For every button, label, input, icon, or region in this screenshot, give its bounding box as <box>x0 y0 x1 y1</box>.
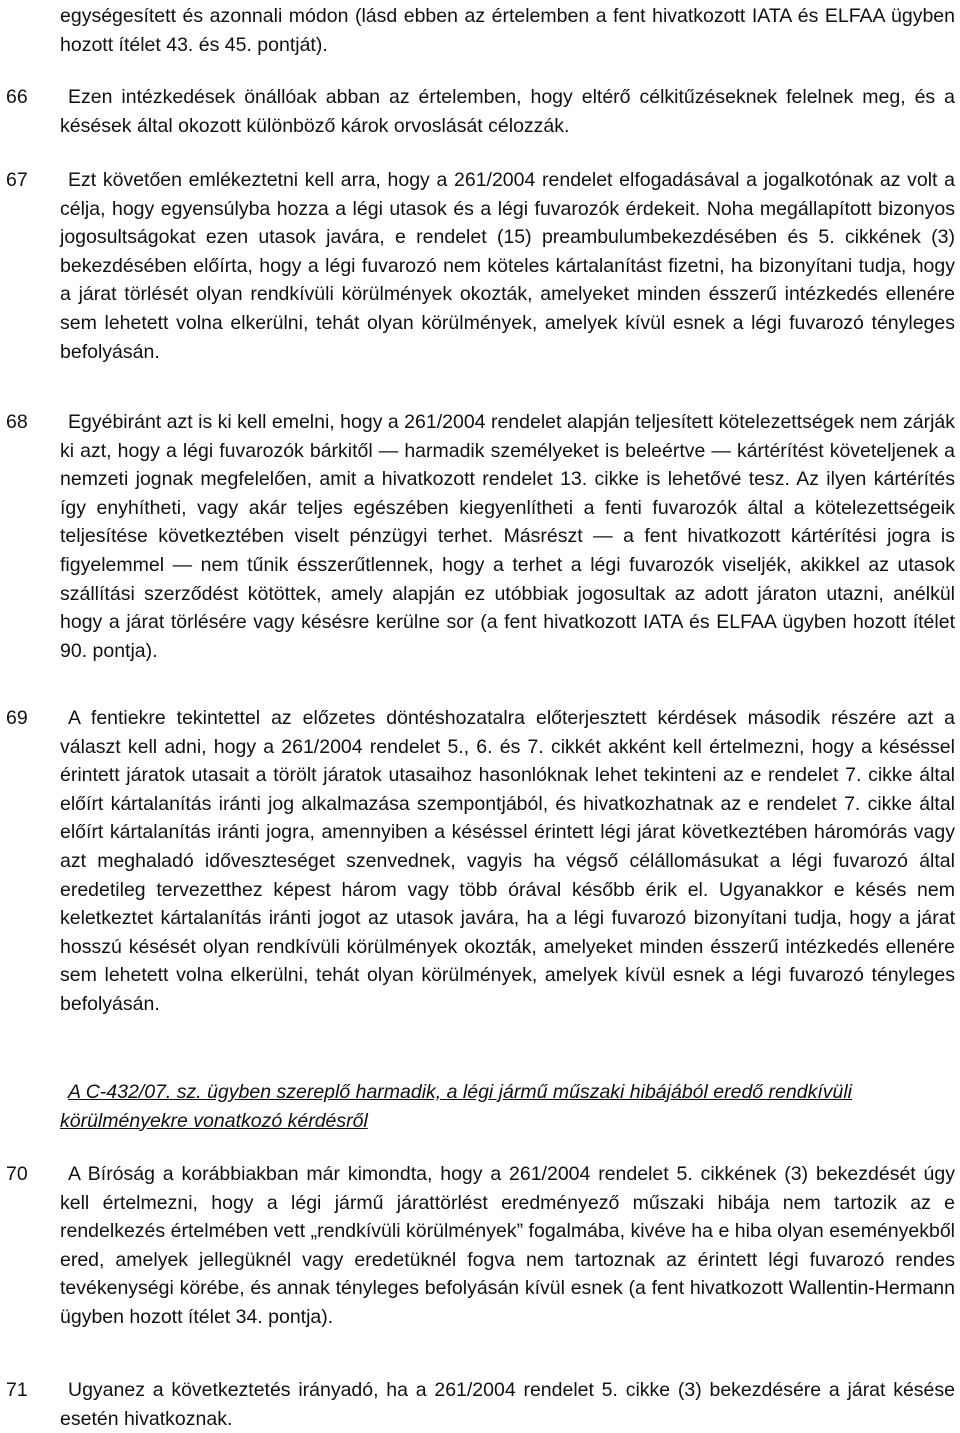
paragraph-68 <box>60 408 955 665</box>
section-heading <box>60 1078 955 1135</box>
paragraph-71-text: Ugyanez a következtetés irányadó, ha a 261/2004 rendelet 5. cikke (3) bekezdésére a járat késése esetén hivatkoznak. <box>60 1379 955 1430</box>
paragraph-67 <box>60 166 955 366</box>
paragraph-68-text: Egyébiránt azt is ki kell emelni, hogy a 261/2004 rendelet alapján teljesített kötelezettségek nem zárják ki azt, hogy a légi fuvarozók bárkitől — harmadik személyeket is beleértve — kártérítést követeljenek a nemzeti jognak megfelelően, amit a hivatkozott rendelet 13. cikke is lehetővé tesz. Az ilyen kártérítés így enyhítheti, vagy akár teljes egészében kiegyenlítheti a fenti fuvarozók által a kötelezettségeik teljesítése következtében viselt pénzügyi terhet. Másrészt — a fent hivatkozott kártérítési jogra is figyelemmel — nem tűnik ésszerűtlennek, hogy a terhet a légi fuvarozók viseljék, akikkel az utasok szállítási szerződést kötöttek, amely alapján ez utóbbiak jogosultak az adott járaton utazni, anélkül hogy a járat törlésére vagy késésre kerülne sor (a fent hivatkozott IATA és ELFAA ügyben hozott ítélet 90. pontja). <box>60 411 955 662</box>
paragraph-66-text: Ezen intézkedések önállóak abban az értelemben, hogy eltérő célkitűzéseknek felelnek meg, és a késések által okozott különböző károk orvoslását célozzák. <box>60 86 955 137</box>
continuation-text: egységesített és azonnali módon (lásd ebben az értelemben a fent hivatkozott IATA és ELFAA ügyben hozott ítélet 43. és 45. pontját). <box>60 5 955 56</box>
paragraph-number-69: 69 <box>6 707 28 729</box>
paragraph-67-text: Ezt követően emlékeztetni kell arra, hogy a 261/2004 rendelet elfogadásával a jogalkotónak az volt a célja, hogy egyensúlyba hozza a légi utasok és a légi fuvarozók érdekeit. Noha megállapított bizonyos jogosultságokat ezen utasok javára, e rendelet (15) preambulumbekezdésében és 5. cikkének (3) bekezdésében előírta, hogy a légi fuvarozó nem köteles kártalanítást fizetni, ha bizonyítani tudja, hogy a járat törlését olyan rendkívüli körülmények okozták, amelyeket minden ésszerű intézkedés ellenére sem lehetett volna elkerülni, tehát olyan körülmények, amelyek kívül esnek a légi fuvarozó tényleges befolyásán. <box>60 169 955 363</box>
paragraph-69-text: A fentiekre tekintettel az előzetes döntéshozatalra előterjesztett kérdések második részére azt a választ kell adni, hogy a 261/2004 rendelet 5., 6. és 7. cikkét akként kell értelmezni, hogy a késéssel érintett járatok utasait a törölt járatok utasaihoz hasonlóknak lehet tekinteni az e rendelet 7. cikke által előírt kártalanítás iránti jog alkalmazása szempontjából, és hivatkozhatnak az e rendelet 7. cikke által előírt kártalanítás iránti jogra, amennyiben a késéssel érintett légi járat következtében háromórás vagy azt meghaladó időveszteséget szenvednek, vagyis ha végső célállomásukat a légi fuvarozó által eredetileg tervezetthez képest három vagy több órával később érik el. Ugyanakkor e késés nem keletkeztet kártalanítás iránti jogot az utasok javára, ha a légi fuvarozó bizonyítani tudja, hogy a járat hosszú késését olyan rendkívüli körülmények okozták, amelyeket minden ésszerű intézkedés ellenére sem lehetett volna elkerülni, tehát olyan körülmények, amelyek kívül esnek a légi fuvarozó tényleges befolyásán. <box>60 707 955 1015</box>
paragraph-70-text: A Bíróság a korábbiakban már kimondta, hogy a 261/2004 rendelet 5. cikkének (3) bekezdését úgy kell értelmezni, hogy a légi jármű járattörlést eredményező műszaki hibája nem tartozik az e rendelkezés értelmében vett „rendkívüli körülmények” fogalmába, kivéve ha e hiba olyan eseményekből ered, amelyek jellegüknél vagy eredetüknél fogva nem tartoznak az érintett légi fuvarozó rendes tevékenységi körébe, és annak tényleges befolyásán kívül esnek (a fent hivatkozott Wallentin-Hermann ügyben hozott ítélet 34. pontja). <box>60 1163 955 1328</box>
section-heading-text: A C-432/07. sz. ügyben szereplő harmadik, a légi jármű műszaki hibájából eredő rendkívüli körülményekre vonatkozó kérdésről <box>60 1081 853 1132</box>
paragraph-70 <box>60 1160 955 1332</box>
paragraph-69 <box>60 704 955 1019</box>
paragraph-number-68: 68 <box>6 411 28 433</box>
paragraph-number-67: 67 <box>6 169 28 191</box>
paragraph-number-66: 66 <box>6 86 28 108</box>
paragraph-number-71: 71 <box>6 1379 28 1401</box>
paragraph-71 <box>60 1376 955 1433</box>
paragraph-number-70: 70 <box>6 1163 28 1185</box>
paragraph-66 <box>60 83 955 140</box>
